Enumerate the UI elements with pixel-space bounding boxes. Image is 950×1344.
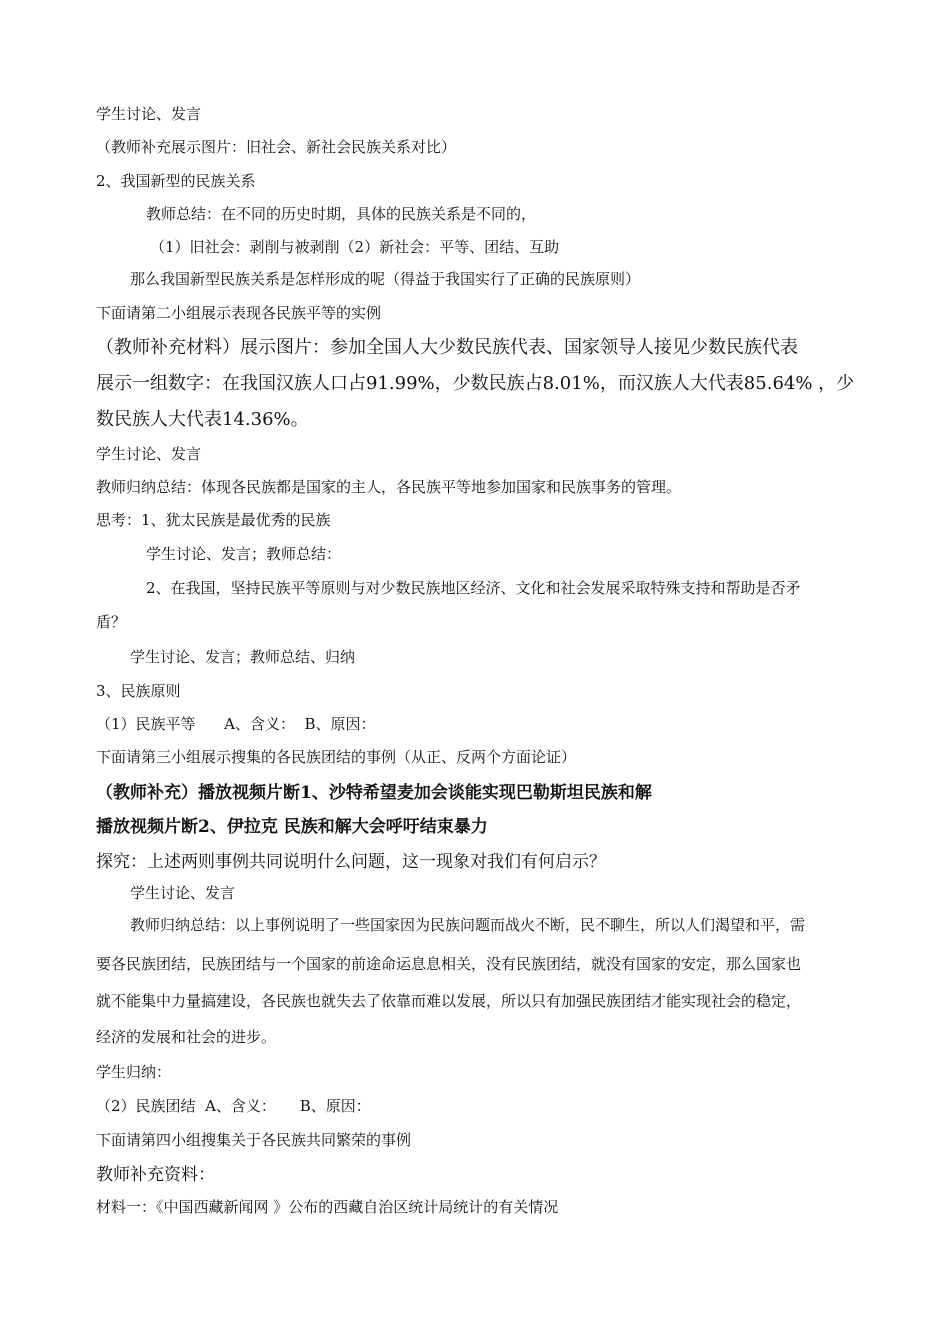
text-line: 教师补充资料： xyxy=(96,1165,215,1185)
text-line: 那么我国新型民族关系是怎样形成的呢（得益于我国实行了正确的民族原则） xyxy=(130,270,641,288)
text-line: 盾？ xyxy=(96,613,127,631)
text-line: 学生讨论、发言；教师总结： xyxy=(146,545,342,563)
text-line: 探究：上述两则事例共同说明什么问题，这一现象对我们有何启示？ xyxy=(96,852,606,872)
text-line: 教师归纳总结：以上事例说明了一些国家因为民族问题而战火不断，民不聊生，所以人们渴望和平，需 xyxy=(130,916,806,934)
text-line: 材料一：《中国西藏新闻网 》公布的西藏自治区统计局统计的有关情况 xyxy=(96,1198,559,1216)
text-line: 展示一组数字：在我国汉族人口占91.99%，少数民族占8.01%，而汉族人大代表85.64% ，少 xyxy=(96,373,855,394)
section-heading: 2、我国新型的民族关系 xyxy=(96,172,256,190)
text-line: 下面请第四小组搜集关于各民族共同繁荣的事例 xyxy=(96,1131,412,1149)
text-line: （教师补充材料）展示图片：参加全国人大少数民族代表、国家领导人接见少数民族代表 xyxy=(96,337,798,358)
text-line: 就不能集中力量搞建设，各民族也就失去了依靠而难以发展，所以只有加强民族团结才能实现社会的稳定， xyxy=(96,992,802,1010)
text-line: 思考：1、犹太民族是最优秀的民族 xyxy=(96,511,331,529)
text-line: （2）民族团结 A、含义： B、原因： xyxy=(96,1097,371,1115)
text-line: 下面请第三小组展示搜集的各民族团结的事例（从正、反两个方面论证） xyxy=(96,748,577,766)
text-line: 学生讨论、发言 xyxy=(96,105,202,123)
text-line: （1）旧社会：剥削与被剥削（2）新社会：平等、团结、互助 xyxy=(150,238,560,256)
text-line: （教师补充展示图片：旧社会、新社会民族关系对比） xyxy=(96,138,457,156)
section-heading: 3、民族原则 xyxy=(96,682,181,700)
text-line: 2、在我国，坚持民族平等原则与对少数民族地区经济、文化和社会发展采取特殊支持和帮助是否矛 xyxy=(146,579,801,597)
text-line: 学生讨论、发言 xyxy=(96,445,202,463)
text-line: 播放视频片断2、伊拉克 民族和解大会呼吁结束暴力 xyxy=(96,817,488,837)
text-line: 教师归纳总结：体现各民族都是国家的主人，各民族平等地参加国家和民族事务的管理。 xyxy=(96,478,682,496)
text-line: 下面请第二小组展示表现各民族平等的实例 xyxy=(96,304,382,322)
text-line: 学生归纳： xyxy=(96,1063,172,1081)
text-line: 学生讨论、发言；教师总结、归纳 xyxy=(130,648,356,666)
text-line: 要各民族团结，民族团结与一个国家的前途命运息息相关，没有民族团结，就没有国家的安定，那么国家也 xyxy=(96,955,802,973)
text-line: （教师补充）播放视频片断1、沙特希望麦加会谈能实现巴勒斯坦民族和解 xyxy=(96,783,652,803)
text-line: （1）民族平等 A、含义： B、原因： xyxy=(96,715,376,733)
text-line: 经济的发展和社会的进步。 xyxy=(96,1028,277,1046)
text-line: 数民族人大代表14.36%。 xyxy=(96,409,309,430)
text-line: 教师总结：在不同的历史时期，具体的民族关系是不同的， xyxy=(146,205,537,223)
text-line: 学生讨论、发言 xyxy=(130,884,236,902)
